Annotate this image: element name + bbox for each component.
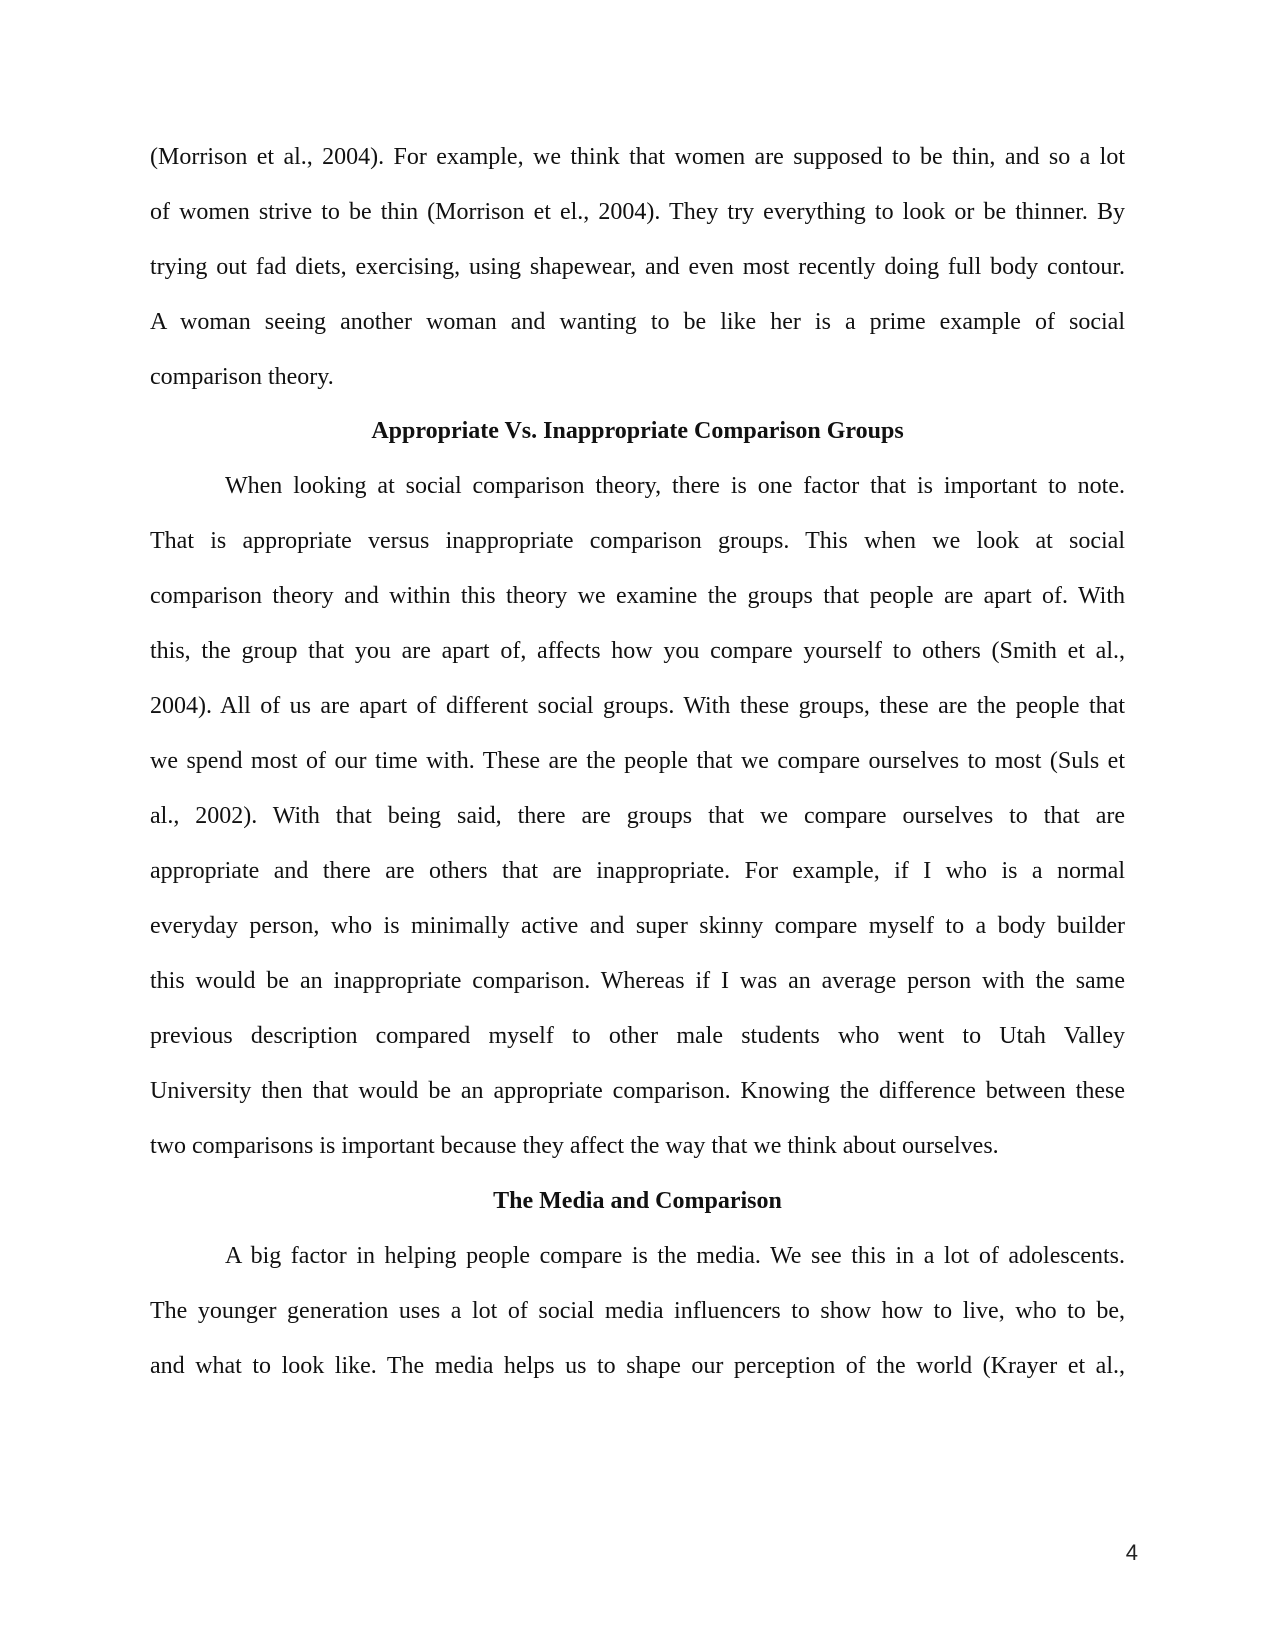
paragraph-2-line: University then that would be an appropriate comparison. Knowing the difference between these bbox=[150, 1078, 1125, 1104]
paragraph-2-line: this, the group that you are apart of, affects how you compare yourself to others (Smith et al., bbox=[150, 638, 1125, 664]
paragraph-3-line: A big factor in helping people compare is the media. We see this in a lot of adolescents. bbox=[225, 1243, 1125, 1269]
paragraph-2-line: we spend most of our time with. These are the people that we compare ourselves to most (Suls et bbox=[150, 748, 1125, 774]
paragraph-2-line: That is appropriate versus inappropriate comparison groups. This when we look at social bbox=[150, 528, 1125, 554]
paragraph-2-line: comparison theory and within this theory we examine the groups that people are apart of. With bbox=[150, 583, 1125, 609]
section-heading-comparison-groups: Appropriate Vs. Inappropriate Comparison Groups bbox=[371, 418, 904, 444]
paragraph-1-line: A woman seeing another woman and wanting to be like her is a prime example of social bbox=[150, 309, 1125, 335]
paragraph-2-line: al., 2002). With that being said, there are groups that we compare ourselves to that are bbox=[150, 803, 1125, 829]
paragraph-2-line: When looking at social comparison theory, there is one factor that is important to note. bbox=[225, 473, 1125, 499]
paragraph-2-line: 2004). All of us are apart of different social groups. With these groups, these are the people that bbox=[150, 693, 1125, 719]
paragraph-2-line: two comparisons is important because they affect the way that we think about ourselves. bbox=[150, 1133, 999, 1159]
paragraph-2-line: this would be an inappropriate comparison. Whereas if I was an average person with the same bbox=[150, 968, 1125, 994]
page-number: 4 bbox=[1125, 1540, 1138, 1565]
paragraph-1-line: comparison theory. bbox=[150, 364, 334, 390]
paragraph-3-line: The younger generation uses a lot of social media influencers to show how to live, who to be, bbox=[150, 1298, 1125, 1324]
paragraph-2-line: appropriate and there are others that are inappropriate. For example, if I who is a normal bbox=[150, 858, 1125, 884]
paragraph-1-line: (Morrison et al., 2004). For example, we think that women are supposed to be thin, and so a lot bbox=[150, 144, 1125, 170]
paragraph-1-line: of women strive to be thin (Morrison et el., 2004). They try everything to look or be thinner. By bbox=[150, 199, 1125, 225]
paragraph-3-line: and what to look like. The media helps us to shape our perception of the world (Krayer et al., bbox=[150, 1353, 1125, 1379]
paragraph-1-line: trying out fad diets, exercising, using shapewear, and even most recently doing full body contour. bbox=[150, 254, 1125, 280]
paragraph-2-line: everyday person, who is minimally active and super skinny compare myself to a body builder bbox=[150, 913, 1125, 939]
paragraph-2-line: previous description compared myself to other male students who went to Utah Valley bbox=[150, 1023, 1125, 1049]
section-heading-media-comparison: The Media and Comparison bbox=[493, 1188, 782, 1214]
